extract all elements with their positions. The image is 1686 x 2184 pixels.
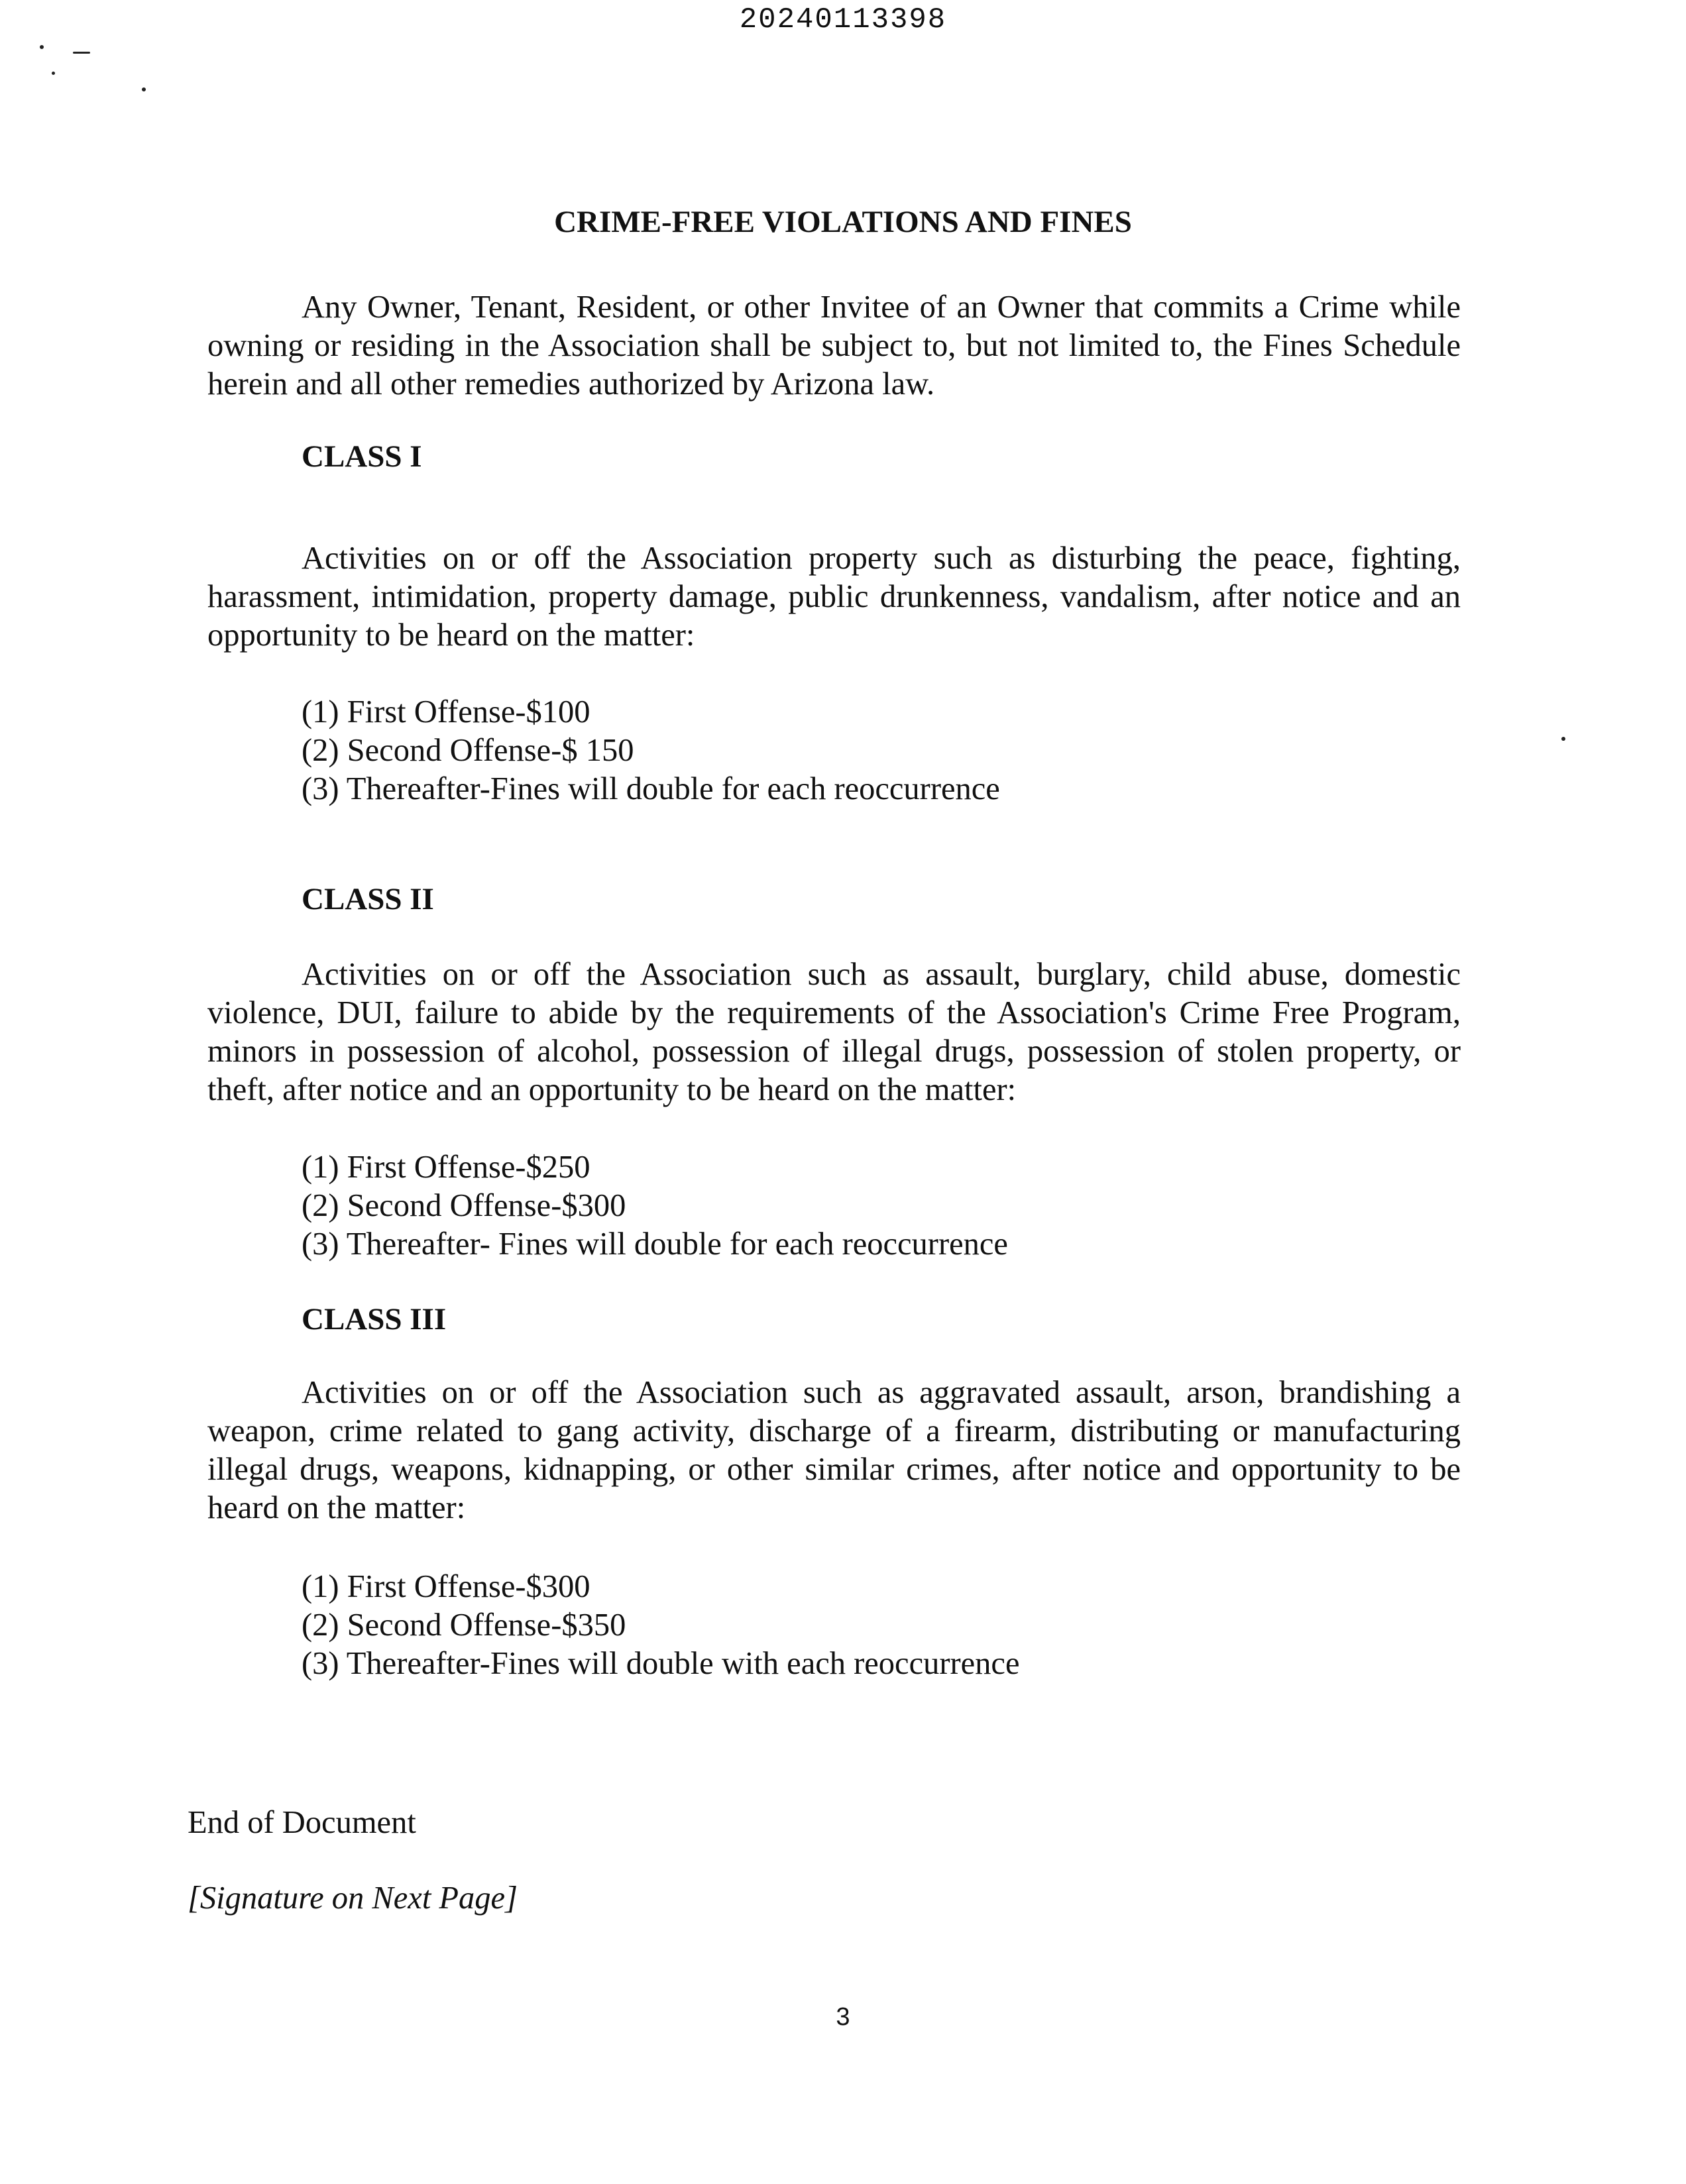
list-item: (3) Thereafter- Fines will double for each reoccurrence	[302, 1227, 1008, 1262]
end-of-document-note: End of Document	[188, 1805, 416, 1840]
signature-note: [Signature on Next Page]	[188, 1881, 518, 1916]
class-1-fines-list	[302, 693, 1000, 808]
class-3-heading: CLASS III	[302, 1302, 447, 1337]
scan-artifact	[142, 87, 146, 91]
list-item: (3) Thereafter-Fines will double for each reoccurrence	[302, 771, 1000, 806]
list-item: (1) First Offense-$250	[302, 1150, 590, 1185]
list-item: (1) First Offense-$100	[302, 694, 590, 730]
class-2-heading: CLASS II	[302, 882, 434, 916]
class-2-description: Activities on or off the Association such as assault, burglary, child abuse, domestic violence, DUI, failure to abide by the requirements of the Association's Crime Free Program, minors in possession of alcohol, possession of illegal drugs, possession of stolen property, or theft, after notice and an opportunity to be heard on the matter:	[207, 957, 1461, 1107]
scan-artifact	[73, 52, 90, 54]
class-1-description: Activities on or off the Association property such as disturbing the peace, fighting, harassment, intimidation, property damage, public drunkenness, vandalism, after notice and an opportunity to be heard on the matter:	[207, 541, 1461, 653]
intro-paragraph: Any Owner, Tenant, Resident, or other Invitee of an Owner that commits a Crime while owning or residing in the Association shall be subject to, but not limited to, the Fines Schedule herein and all other remedies authorized by Arizona law.	[207, 290, 1461, 402]
list-item: (2) Second Offense-$350	[302, 1608, 626, 1643]
class-3-description: Activities on or off the Association such as aggravated assault, arson, brandishing a weapon, crime related to gang activity, discharge of a firearm, distributing or manufacturing illegal drugs, weapons, kidnapping, or other similar crimes, after notice and opportunity to be heard on the matter:	[207, 1375, 1461, 1525]
class-1-heading: CLASS I	[302, 439, 422, 474]
page-number: 3	[836, 2003, 850, 2031]
list-item: (3) Thereafter-Fines will double with each reoccurrence	[302, 1646, 1020, 1681]
list-item: (2) Second Offense-$ 150	[302, 733, 634, 768]
scan-artifact	[52, 72, 55, 75]
scan-artifact	[40, 45, 44, 49]
scan-artifact	[1561, 737, 1565, 741]
class-3-fines-list	[302, 1568, 1019, 1683]
list-item: (1) First Offense-$300	[302, 1569, 590, 1604]
recording-number: 20240113398	[739, 3, 947, 36]
class-2-fines-list	[302, 1148, 1008, 1264]
document-title: CRIME-FREE VIOLATIONS AND FINES	[554, 205, 1132, 239]
list-item: (2) Second Offense-$300	[302, 1188, 626, 1223]
